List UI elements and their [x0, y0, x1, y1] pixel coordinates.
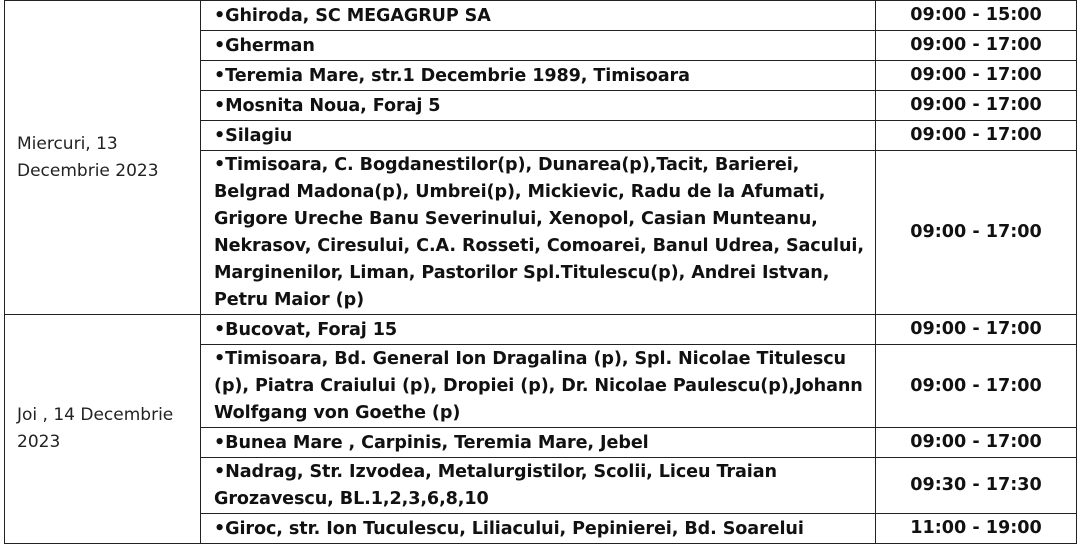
- area-cell: •Bucovat, Foraj 15: [201, 315, 876, 345]
- area-cell: •Timisoara, Bd. General Ion Dragalina (p), Spl. Nicolae Titulescu (p), Piatra Craiului (p), Dropiei (p), Dr. Nicolae Paulescu(p),Johann Wolfgang von Goethe (p): [201, 345, 876, 428]
- area-cell: •Timisoara, C. Bogdanestilor(p), Dunarea(p),Tacit, Barierei, Belgrad Madona(p), Umbrei(p), Mickievic, Radu de la Afumati, Grigore Ureche Banu Severinului, Xenopol, Casian Munteanu, Nekrasov, Ciresului, C.A. Rosseti, Comoarei, Banul Udrea, Sacului, Marginenilor, Liman, Pastorilor Spl.Titulescu(p), Andrei Istvan, Petru Maior (p): [201, 151, 876, 315]
- area-cell: •Teremia Mare, str.1 Decembrie 1989, Timisoara: [201, 61, 876, 91]
- time-cell: 09:00 - 15:00: [876, 1, 1077, 31]
- time-cell: 09:30 - 17:30: [876, 458, 1077, 514]
- time-cell: 09:00 - 17:00: [876, 91, 1077, 121]
- time-cell: 09:00 - 17:00: [876, 121, 1077, 151]
- time-cell: 11:00 - 19:00: [876, 514, 1077, 544]
- area-cell: •Mosnita Noua, Foraj 5: [201, 91, 876, 121]
- time-cell: 09:00 - 17:00: [876, 428, 1077, 458]
- date-cell: Joi , 14 Decembrie 2023: [5, 315, 201, 544]
- table-row: [5, 315, 1077, 345]
- time-cell: 09:00 - 17:00: [876, 315, 1077, 345]
- time-cell: 09:00 - 17:00: [876, 151, 1077, 315]
- outage-schedule-table: [4, 0, 1077, 544]
- time-cell: 09:00 - 17:00: [876, 345, 1077, 428]
- area-cell: •Silagiu: [201, 121, 876, 151]
- area-cell: •Nadrag, Str. Izvodea, Metalurgistilor, Scolii, Liceu Traian Grozavescu, BL.1,2,3,6,8,10: [201, 458, 876, 514]
- area-cell: •Bunea Mare , Carpinis, Teremia Mare, Jebel: [201, 428, 876, 458]
- area-cell: •Giroc, str. Ion Tuculescu, Liliacului, Pepinierei, Bd. Soarelui: [201, 514, 876, 544]
- time-cell: 09:00 - 17:00: [876, 31, 1077, 61]
- area-cell: •Gherman: [201, 31, 876, 61]
- table-row: [5, 1, 1077, 31]
- area-cell: •Ghiroda, SC MEGAGRUP SA: [201, 1, 876, 31]
- time-cell: 09:00 - 17:00: [876, 61, 1077, 91]
- date-cell: Miercuri, 13 Decembrie 2023: [5, 1, 201, 315]
